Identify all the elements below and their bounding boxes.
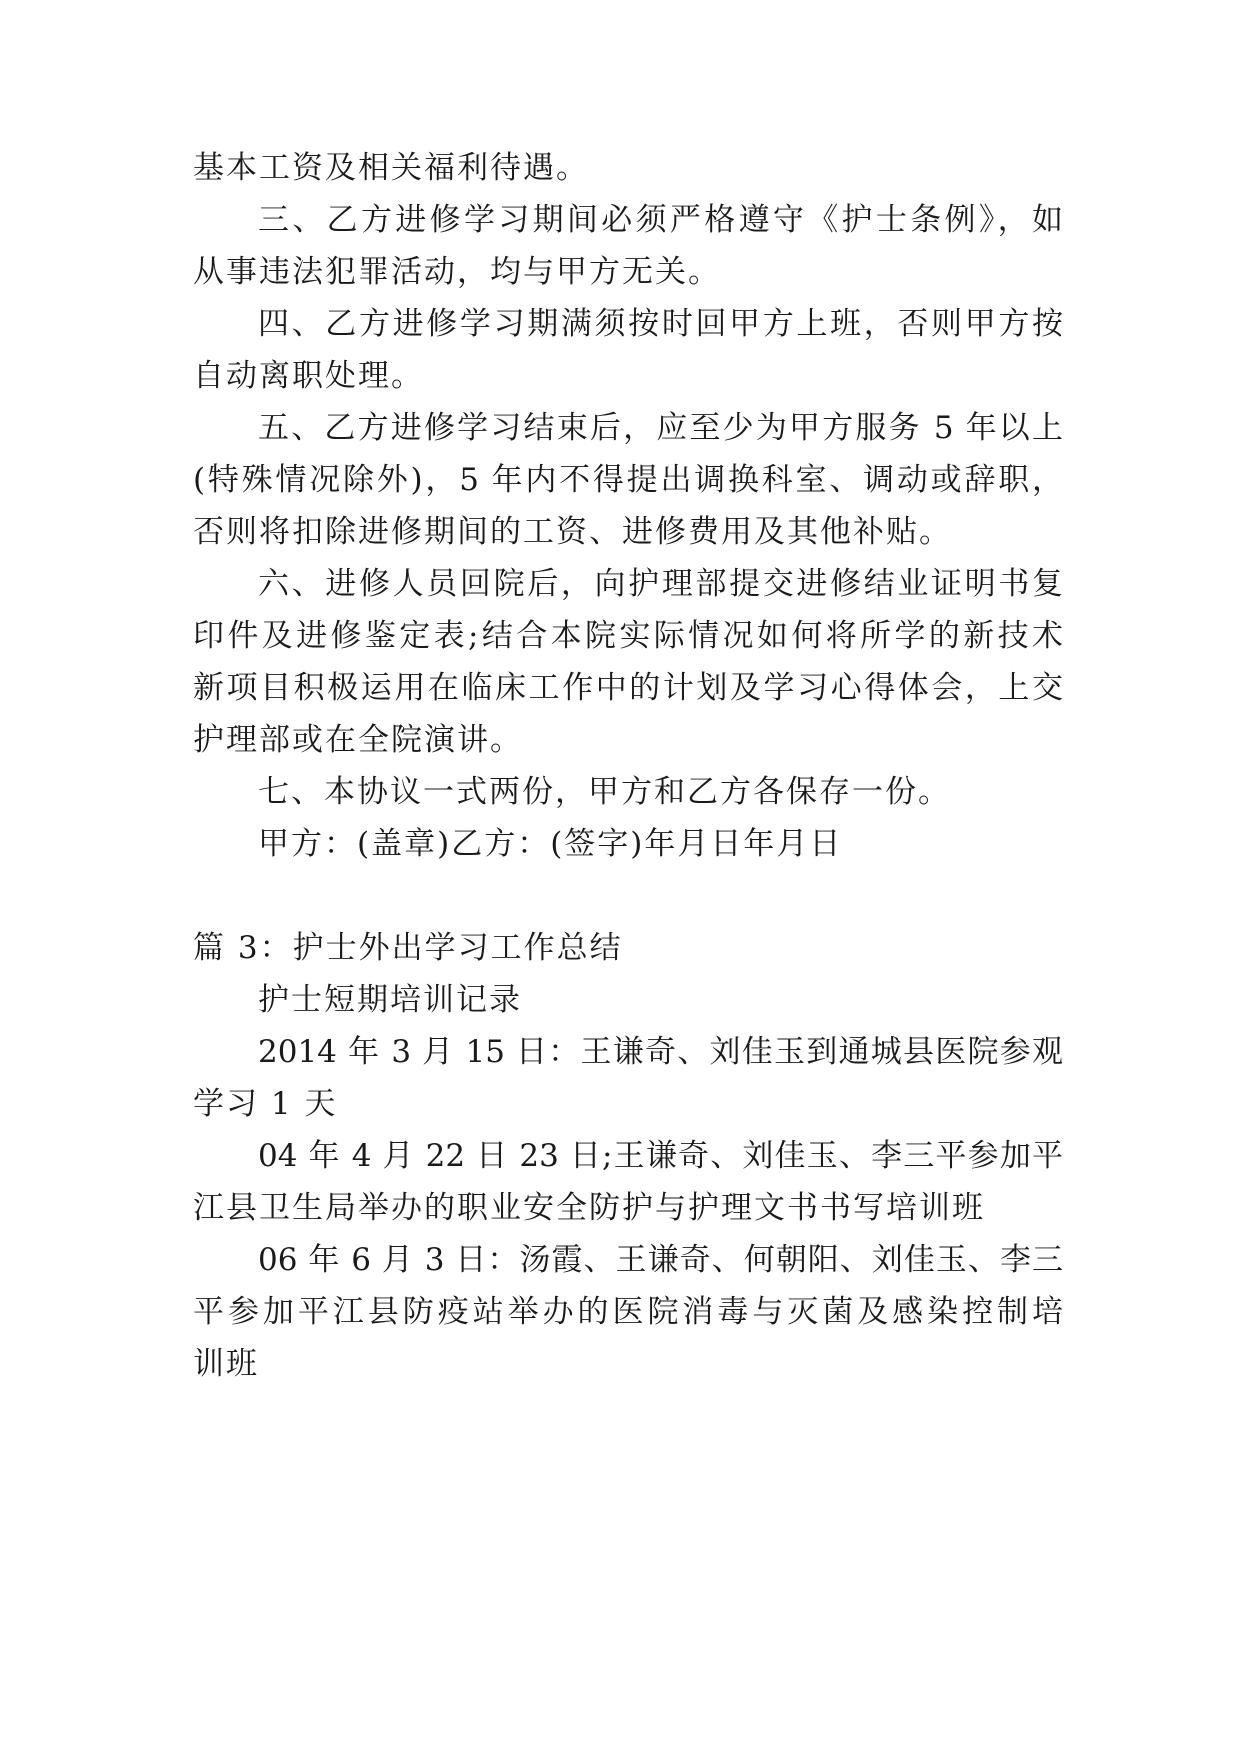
- record-line: 江县卫生局举办的职业安全防护与护理文书书写培训班: [193, 1190, 985, 1226]
- paragraph-line: 三、乙方进修学习期间必须严格遵守《护士条例》，如: [258, 202, 1063, 238]
- paragraph-line: 基本工资及相关福利待遇。: [193, 150, 589, 186]
- record-line: 04 年 4 月 22 日 23 日;王谦奇、刘佳玉、李三平参加平: [258, 1138, 1063, 1174]
- paragraph-line: 五、乙方进修学习结束后，应至少为甲方服务 5 年以上: [258, 410, 1063, 446]
- paragraph-line: 护理部或在全院演讲。: [193, 722, 523, 758]
- paragraph-line: 印件及进修鉴定表;结合本院实际情况如何将所学的新技术: [193, 618, 1063, 654]
- paragraph-line: 六、进修人员回院后，向护理部提交进修结业证明书复: [258, 566, 1063, 602]
- paragraph-line: 四、乙方进修学习期满须按时回甲方上班，否则甲方按: [258, 306, 1063, 342]
- paragraph-line: 从事违法犯罪活动，均与甲方无关。: [193, 254, 721, 290]
- paragraph-line: (特殊情况除外)，5 年内不得提出调换科室、调动或辞职，: [193, 462, 1063, 498]
- record-line: 平参加平江县防疫站举办的医院消毒与灭菌及感染控制培: [193, 1294, 1063, 1330]
- paragraph-line: 新项目积极运用在临床工作中的计划及学习心得体会，上交: [193, 670, 1063, 706]
- subsection-heading: 护士短期培训记录: [258, 982, 522, 1018]
- record-line: 06 年 6 月 3 日：汤霞、王谦奇、何朝阳、刘佳玉、李三: [258, 1242, 1063, 1278]
- paragraph-line: 否则将扣除进修期间的工资、进修费用及其他补贴。: [193, 514, 952, 550]
- paragraph-line: 七、本协议一式两份，甲方和乙方各保存一份。: [258, 774, 951, 810]
- signature-line: 甲方：(盖章)乙方：(签字)年月日年月日: [258, 826, 843, 862]
- section-heading: 篇 3：护士外出学习工作总结: [193, 930, 623, 966]
- record-line: 学习 1 天: [193, 1086, 338, 1122]
- paragraph-line: 自动离职处理。: [193, 358, 424, 394]
- record-line: 2014 年 3 月 15 日：王谦奇、刘佳玉到通城县医院参观: [258, 1034, 1063, 1070]
- record-line: 训班: [193, 1346, 259, 1382]
